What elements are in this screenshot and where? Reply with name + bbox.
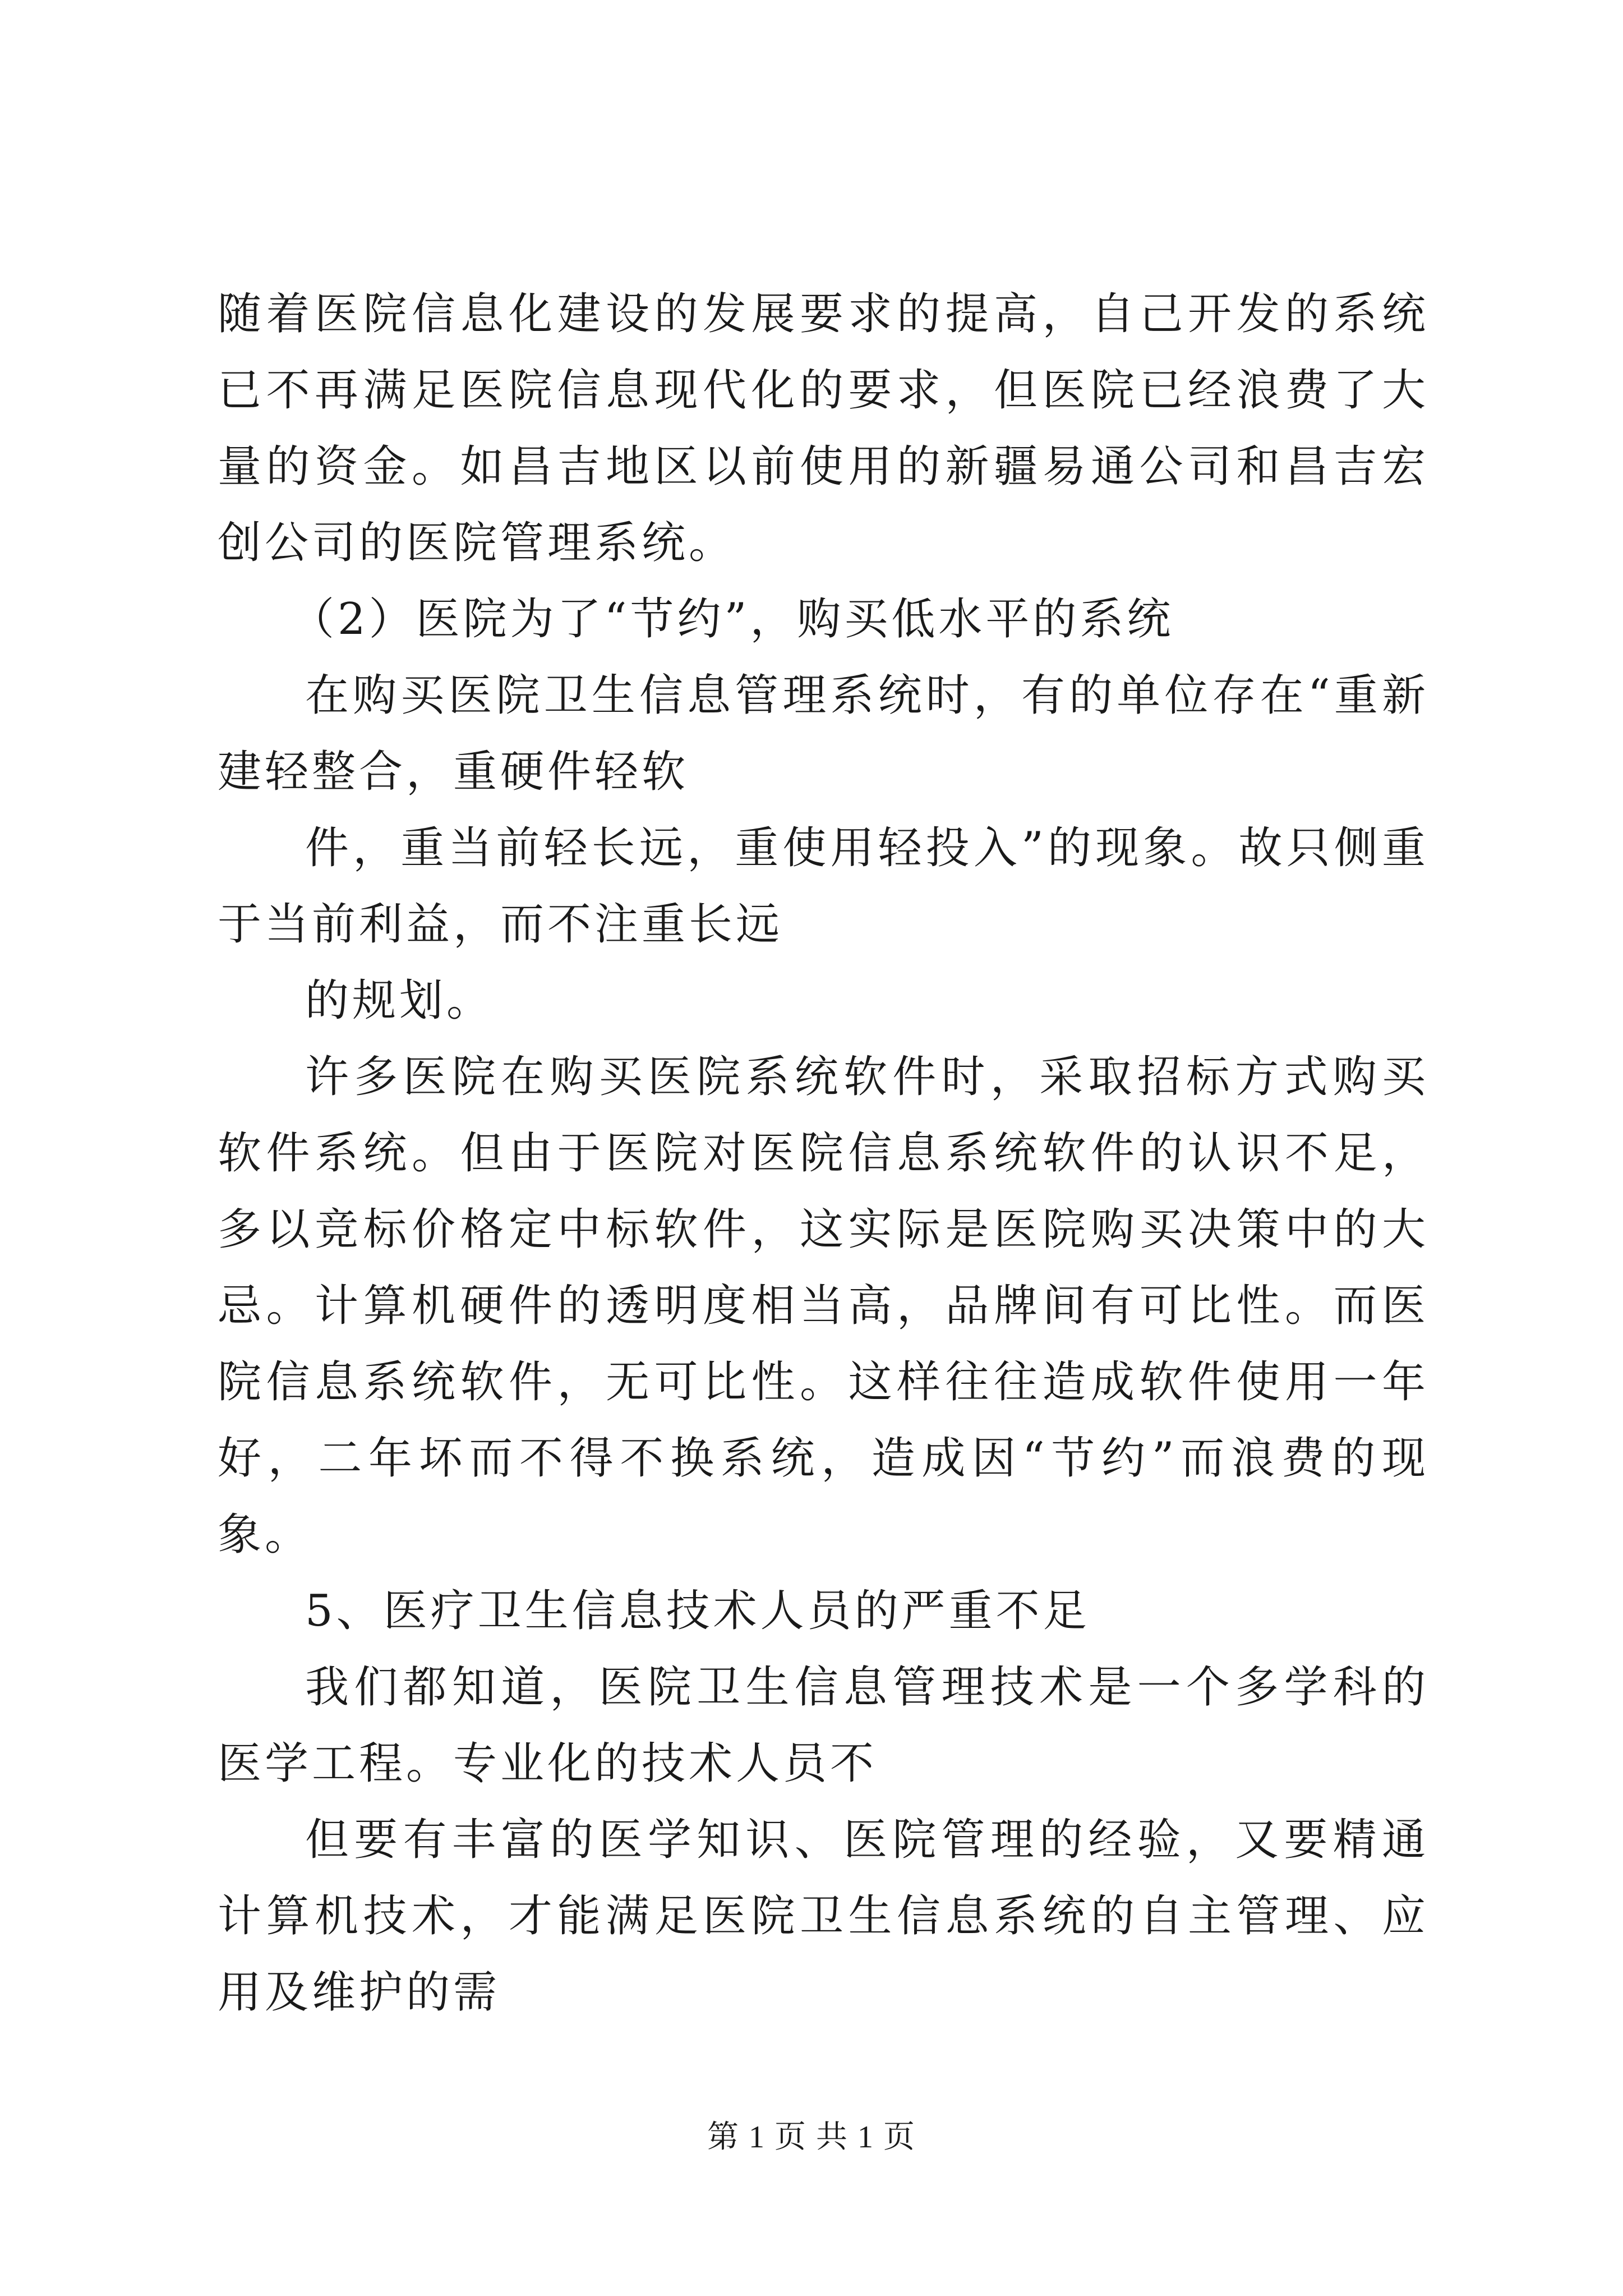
paragraph: 但要有丰富的医学知识、医院管理的经验，又要精通计算机技术，才能满足医院卫生信息系统的自主管理、应用及维护的需 (218, 1815, 1429, 2018)
section-heading-5: 5、医疗卫生信息技术人员的严重不足 (305, 1586, 1090, 1636)
paragraph-continuation: 随着医院信息化建设的发展要求的提高，自己开发的系统已不再满足医院信息现代化的要求，但医院已经浪费了大量的资金。如昌吉地区以前使用的新疆易通公司和昌吉宏创公司的医院管理系统。 (218, 289, 1429, 568)
paragraph: 在购买医院卫生信息管理系统时，有的单位存在“重新建轻整合，重硬件轻软 (218, 670, 1429, 797)
subheading-2: （2）医院为了“节约”，购买低水平的系统 (291, 594, 1174, 645)
page-footer (0, 2118, 1623, 2157)
paragraph: 的规划。 (305, 976, 494, 1026)
page-number: 第 1 页 共 1 页 (707, 2120, 916, 2155)
paragraph: 件，重当前轻长远，重使用轻投入”的现象。故只侧重于当前利益，而不注重长远 (218, 823, 1429, 950)
paragraph: 许多医院在购买医院系统软件时，采取招标方式购买软件系统。但由于医院对医院信息系统软件的认识不足，多以竞标价格定中标软件，这实际是医院购买决策中的大忌。计算机硬件的透明度相当高，品牌间有可比性。而医院信息系统软件，无可比性。这样往往造成软件使用一年好，二年坏而不得不换系统，造成因“节约”而浪费的现象。 (218, 1052, 1429, 1560)
paragraph: 我们都知道，医院卫生信息管理技术是一个多学科的医学工程。专业化的技术人员不 (218, 1662, 1429, 1789)
document-body (218, 276, 1429, 2031)
